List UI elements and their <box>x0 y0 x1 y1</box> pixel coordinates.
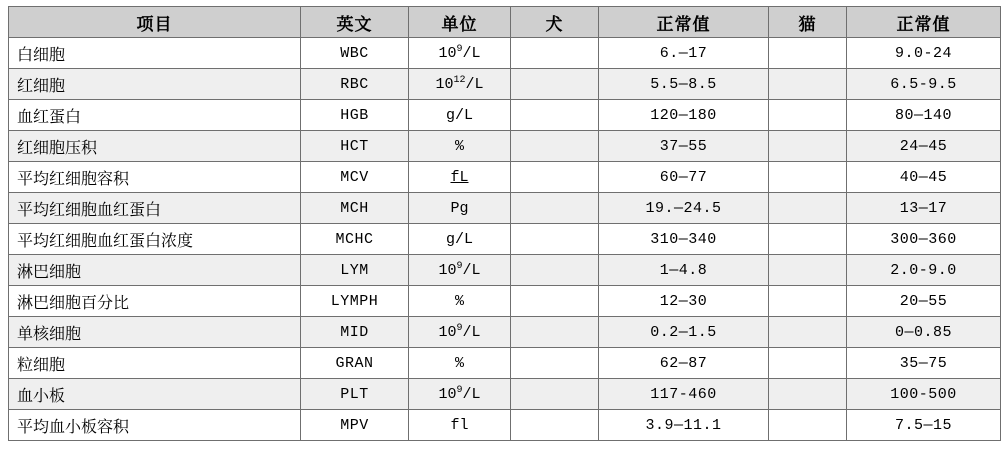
table-body <box>9 38 1001 441</box>
cell-cat-normal-range: 13—17 <box>847 193 1001 224</box>
unit-base: 10 <box>438 386 457 403</box>
table-row <box>9 193 1001 224</box>
cell-cat-flag <box>769 224 847 255</box>
cell-cat-flag <box>769 255 847 286</box>
column-header-english: 英文 <box>301 7 409 38</box>
cell-item-name: 平均红细胞血红蛋白浓度 <box>9 224 301 255</box>
cell-cat-flag <box>769 286 847 317</box>
cell-cat-flag <box>769 317 847 348</box>
cell-dog-flag <box>511 100 599 131</box>
unit-plain: % <box>454 137 464 155</box>
unit-tail: /L <box>465 76 484 93</box>
unit-base: 10 <box>435 76 454 93</box>
unit-exponent: 9 <box>456 323 463 334</box>
cell-dog-flag <box>511 255 599 286</box>
cell-dog-normal-range: 1—4.8 <box>599 255 769 286</box>
cell-dog-normal-range: 37—55 <box>599 131 769 162</box>
header-row <box>9 7 1001 38</box>
unit-plain: Pg <box>450 199 469 217</box>
cell-dog-flag <box>511 193 599 224</box>
unit-plain: fl <box>450 416 469 434</box>
cell-unit <box>409 317 511 348</box>
cell-item-name: 红细胞压积 <box>9 131 301 162</box>
column-header-item: 项目 <box>9 7 301 38</box>
cell-cat-normal-range: 9.0-24 <box>847 38 1001 69</box>
cell-item-name: 平均红细胞血红蛋白 <box>9 193 301 224</box>
cell-unit <box>409 69 511 100</box>
cell-dog-flag <box>511 286 599 317</box>
cell-cat-flag <box>769 100 847 131</box>
cell-english-abbr: MID <box>301 317 409 348</box>
table-row <box>9 162 1001 193</box>
table-row <box>9 379 1001 410</box>
column-header-cat-normal: 正常值 <box>847 7 1001 38</box>
unit-plain: % <box>454 354 464 372</box>
cell-unit <box>409 131 511 162</box>
cell-item-name: 平均红细胞容积 <box>9 162 301 193</box>
unit-exponent: 9 <box>456 44 463 55</box>
cell-cat-normal-range: 300—360 <box>847 224 1001 255</box>
unit-exponent: 9 <box>456 385 463 396</box>
column-header-unit: 单位 <box>409 7 511 38</box>
cell-cat-normal-range: 100-500 <box>847 379 1001 410</box>
cell-item-name: 单核细胞 <box>9 317 301 348</box>
table-row <box>9 348 1001 379</box>
cell-dog-normal-range: 310—340 <box>599 224 769 255</box>
cell-cat-normal-range: 40—45 <box>847 162 1001 193</box>
cell-english-abbr: RBC <box>301 69 409 100</box>
table-row <box>9 100 1001 131</box>
cell-dog-flag <box>511 69 599 100</box>
cell-english-abbr: WBC <box>301 38 409 69</box>
cell-unit <box>409 410 511 441</box>
unit-tail: /L <box>462 45 481 62</box>
cell-cat-normal-range: 0—0.85 <box>847 317 1001 348</box>
cell-unit <box>409 38 511 69</box>
column-header-dog: 犬 <box>511 7 599 38</box>
table-row <box>9 224 1001 255</box>
unit-tail: /L <box>462 386 481 403</box>
table-row <box>9 38 1001 69</box>
cell-unit <box>409 255 511 286</box>
unit-plain: % <box>454 292 464 310</box>
cell-dog-flag <box>511 317 599 348</box>
cell-dog-normal-range: 5.5—8.5 <box>599 69 769 100</box>
cell-unit <box>409 379 511 410</box>
cell-cat-normal-range: 24—45 <box>847 131 1001 162</box>
cell-english-abbr: HCT <box>301 131 409 162</box>
cell-cat-flag <box>769 410 847 441</box>
cell-dog-normal-range: 62—87 <box>599 348 769 379</box>
table-row <box>9 286 1001 317</box>
cell-unit <box>409 100 511 131</box>
column-header-dog-normal: 正常值 <box>599 7 769 38</box>
cell-cat-normal-range: 6.5-9.5 <box>847 69 1001 100</box>
cell-english-abbr: LYM <box>301 255 409 286</box>
cell-english-abbr: MCV <box>301 162 409 193</box>
cell-dog-normal-range: 12—30 <box>599 286 769 317</box>
cell-english-abbr: GRAN <box>301 348 409 379</box>
unit-tail: /L <box>462 262 481 279</box>
table-row <box>9 317 1001 348</box>
cell-dog-flag <box>511 131 599 162</box>
cell-item-name: 淋巴细胞 <box>9 255 301 286</box>
cell-item-name: 淋巴细胞百分比 <box>9 286 301 317</box>
cell-dog-flag <box>511 348 599 379</box>
unit-base: 10 <box>438 324 457 341</box>
cell-item-name: 粒细胞 <box>9 348 301 379</box>
cell-item-name: 红细胞 <box>9 69 301 100</box>
table-row <box>9 69 1001 100</box>
cell-dog-normal-range: 120—180 <box>599 100 769 131</box>
cell-dog-normal-range: 3.9—11.1 <box>599 410 769 441</box>
cell-unit <box>409 224 511 255</box>
cell-item-name: 白细胞 <box>9 38 301 69</box>
cell-english-abbr: LYMPH <box>301 286 409 317</box>
cell-english-abbr: PLT <box>301 379 409 410</box>
cell-cat-flag <box>769 162 847 193</box>
cell-dog-flag <box>511 379 599 410</box>
cell-cat-normal-range: 80—140 <box>847 100 1001 131</box>
cell-dog-normal-range: 6.—17 <box>599 38 769 69</box>
table-row <box>9 255 1001 286</box>
cell-unit <box>409 348 511 379</box>
unit-exponent: 12 <box>453 75 466 86</box>
cell-english-abbr: HGB <box>301 100 409 131</box>
cell-cat-normal-range: 2.0-9.0 <box>847 255 1001 286</box>
cell-cat-normal-range: 20—55 <box>847 286 1001 317</box>
cell-english-abbr: MCH <box>301 193 409 224</box>
unit-base: 10 <box>438 45 457 62</box>
cell-dog-flag <box>511 38 599 69</box>
cell-cat-normal-range: 7.5—15 <box>847 410 1001 441</box>
cell-cat-flag <box>769 193 847 224</box>
cell-dog-flag <box>511 162 599 193</box>
cell-dog-normal-range: 0.2—1.5 <box>599 317 769 348</box>
cell-dog-normal-range: 117-460 <box>599 379 769 410</box>
cell-cat-flag <box>769 379 847 410</box>
cell-dog-normal-range: 19.—24.5 <box>599 193 769 224</box>
cell-english-abbr: MPV <box>301 410 409 441</box>
cell-item-name: 平均血小板容积 <box>9 410 301 441</box>
cell-cat-flag <box>769 38 847 69</box>
cell-dog-flag <box>511 224 599 255</box>
table-row <box>9 410 1001 441</box>
cell-cat-flag <box>769 69 847 100</box>
column-header-cat: 猫 <box>769 7 847 38</box>
unit-plain: g/L <box>445 230 473 248</box>
cell-cat-normal-range: 35—75 <box>847 348 1001 379</box>
cell-dog-normal-range: 60—77 <box>599 162 769 193</box>
table-row <box>9 131 1001 162</box>
unit-plain: fL <box>450 168 469 186</box>
cell-cat-flag <box>769 131 847 162</box>
cell-unit <box>409 193 511 224</box>
cell-unit <box>409 286 511 317</box>
cell-english-abbr: MCHC <box>301 224 409 255</box>
table-header <box>9 7 1001 38</box>
cell-unit <box>409 162 511 193</box>
cell-item-name: 血红蛋白 <box>9 100 301 131</box>
blood-reference-table <box>8 6 1001 441</box>
unit-tail: /L <box>462 324 481 341</box>
cell-dog-flag <box>511 410 599 441</box>
unit-base: 10 <box>438 262 457 279</box>
cell-cat-flag <box>769 348 847 379</box>
cell-item-name: 血小板 <box>9 379 301 410</box>
unit-exponent: 9 <box>456 261 463 272</box>
unit-plain: g/L <box>445 106 473 124</box>
